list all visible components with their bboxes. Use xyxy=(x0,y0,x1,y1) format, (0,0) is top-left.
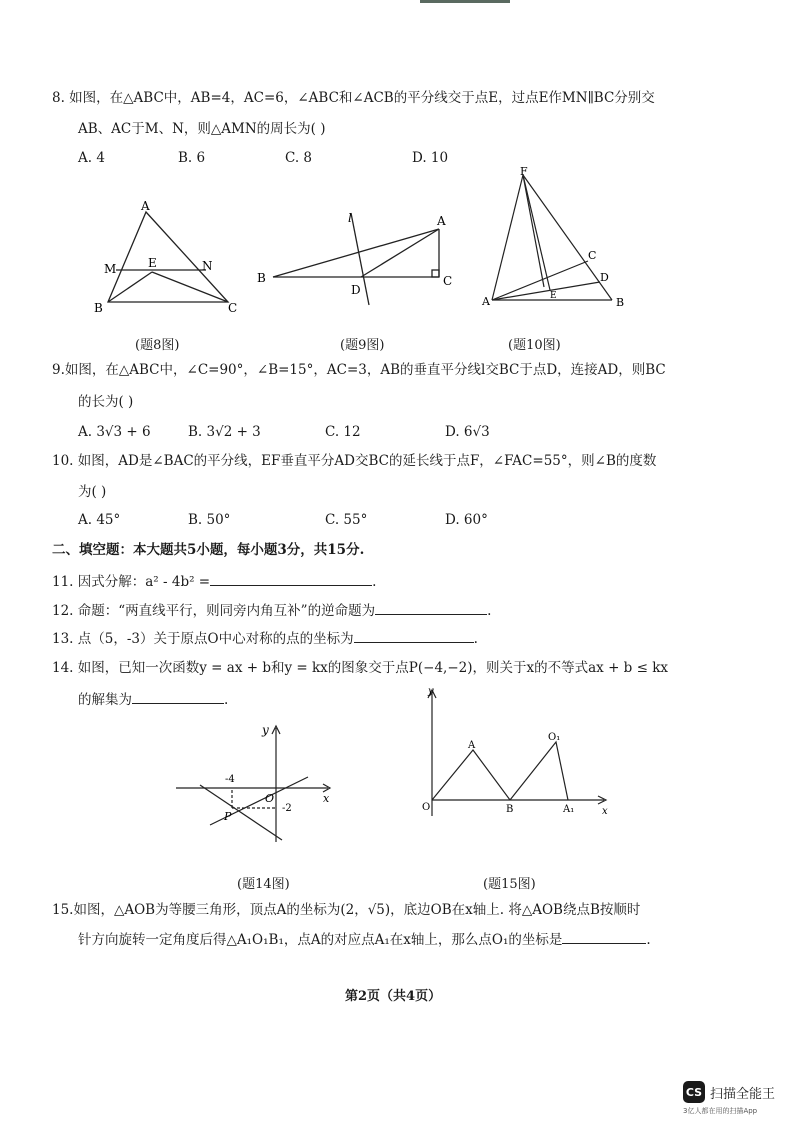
fig14-label-neg4: -4 xyxy=(225,774,235,785)
page-number: 第2页（共4页） xyxy=(345,989,442,1004)
q10-option-b: B. 50° xyxy=(188,512,231,528)
fig10-label-a: A xyxy=(482,295,490,308)
fig9-label-b: B xyxy=(257,271,266,285)
fig8-label-b: B xyxy=(94,301,103,315)
fig15-label-y: y xyxy=(428,686,434,697)
fig15-caption: (题15图) xyxy=(483,877,536,892)
fig9-label-c: C xyxy=(443,274,453,288)
q10-option-c: C. 55° xyxy=(325,512,368,528)
fig10-label-b: B xyxy=(616,296,625,309)
q8-option-d: D. 10 xyxy=(412,150,449,166)
q11-row xyxy=(52,576,376,590)
q10-option-a: A. 45° xyxy=(78,512,121,528)
q8-line1: 8. 如图，在△ABC中，AB=4，AC=6，∠ABC和∠ACB的平分线交于点E，过点E作MN∥BC分别交 xyxy=(52,90,655,106)
q12-text: 12. 命题：“两直线平行，则同旁内角互补”的逆命题为 xyxy=(52,603,376,619)
q8-option-c: C. 8 xyxy=(285,150,313,166)
camscanner-logo-icon: CS xyxy=(683,1081,705,1103)
fig15-label-o: O xyxy=(422,802,431,813)
q15-answer-blank[interactable] xyxy=(562,943,646,944)
scanner-app-name: 扫描全能王 xyxy=(710,1086,776,1102)
q9-option-d: D. 6√3 xyxy=(445,424,490,440)
q15-end: . xyxy=(646,932,651,948)
q9-option-c: C. 12 xyxy=(325,424,361,440)
figure-10 xyxy=(478,165,628,310)
fig14-label-neg2: -2 xyxy=(282,803,292,814)
scan-edge-mark xyxy=(420,0,510,3)
fig10-caption: (题10图) xyxy=(508,338,561,353)
q12-end: . xyxy=(487,603,492,619)
q9-line1: 9.如图，在△ABC中，∠C=90°，∠B=15°，AC=3，AB的垂直平分线l交BC于点D，连接AD，则BC xyxy=(52,362,666,378)
q8-line2: AB、AC于M、N，则△AMN的周长为( ) xyxy=(78,121,326,137)
q9-option-b: B. 3√2 + 3 xyxy=(188,424,261,440)
fig15-label-a: A xyxy=(468,740,476,751)
fig14-label-x: x xyxy=(323,792,330,805)
q15-line2: 针方向旋转一定角度后得△A₁O₁B₁，点A的对应点A₁在x轴上，那么点O₁的坐标是 xyxy=(78,932,563,948)
fig8-label-e: E xyxy=(148,256,157,270)
fig8-label-m: M xyxy=(104,262,117,276)
q13-answer-blank[interactable] xyxy=(354,642,474,643)
scanner-watermark xyxy=(683,1081,775,1103)
fig8-label-c: C xyxy=(228,301,238,315)
fig15-label-o1: O₁ xyxy=(548,732,561,743)
q9-line2: 的长为( ) xyxy=(78,394,134,410)
q13-row xyxy=(52,633,478,647)
fig8-label-n: N xyxy=(202,259,213,273)
q14-line2: 的解集为 xyxy=(78,692,132,708)
q11-answer-blank[interactable] xyxy=(210,585,372,586)
figure-15 xyxy=(418,684,613,824)
fig10-label-c: C xyxy=(588,249,597,262)
q14-answer-blank[interactable] xyxy=(132,703,224,704)
q14-line1: 14. 如图，已知一次函数y = ax + b和y = kx的图象交于点P(−4,−2)，则关于x的不等式ax + b ≤ kx xyxy=(52,660,669,676)
fig9-caption: (题9图) xyxy=(340,338,385,353)
figure-14 xyxy=(170,720,340,850)
fig15-label-x: x xyxy=(602,806,608,817)
q10-line2: 为( ) xyxy=(78,484,107,500)
fig14-caption: (题14图) xyxy=(237,877,290,892)
q14-row2 xyxy=(78,694,228,708)
fig14-label-y: y xyxy=(262,723,269,737)
q10-line1: 10. 如图，AD是∠BAC的平分线，EF垂直平分AD交BC的延长线于点F，∠FAC=55°，则∠B的度数 xyxy=(52,453,657,469)
q11-text: 11. 因式分解：a² - 4b² = xyxy=(52,574,211,590)
q15-row2 xyxy=(78,934,651,948)
fig9-label-d: D xyxy=(351,283,361,297)
fig10-label-e: E xyxy=(550,291,557,301)
q8-option-b: B. 6 xyxy=(178,150,206,166)
fig10-label-f: F xyxy=(520,165,528,178)
fig9-label-l: l xyxy=(348,211,352,225)
fig15-label-b: B xyxy=(506,804,514,815)
figure-9 xyxy=(255,205,465,310)
fig8-caption: (题8图) xyxy=(135,338,180,353)
q13-end: . xyxy=(473,631,478,647)
figure-8 xyxy=(88,198,248,318)
fig10-label-d: D xyxy=(600,271,609,284)
scanner-app-tagline: 3亿人都在用的扫描App xyxy=(683,1107,758,1115)
fig8-label-a: A xyxy=(141,199,150,213)
fig9-label-a: A xyxy=(437,214,446,228)
fig14-label-o: O xyxy=(265,792,275,805)
section2-title: 二、填空题：本大题共5小题，每小题3分，共15分. xyxy=(52,542,365,558)
q8-option-a: A. 4 xyxy=(78,150,105,166)
q9-option-a: A. 3√3 + 6 xyxy=(78,424,151,440)
fig15-label-a1: A₁ xyxy=(563,804,575,815)
q14-end: . xyxy=(224,692,229,708)
q10-option-d: D. 60° xyxy=(445,512,488,528)
q15-line1: 15.如图，△AOB为等腰三角形，顶点A的坐标为(2，√5)，底边OB在x轴上. 将△AOB绕点B按顺时 xyxy=(52,902,641,918)
q11-end: . xyxy=(372,574,377,590)
fig14-label-p: P xyxy=(224,810,232,823)
q12-row xyxy=(52,605,491,619)
q13-text: 13. 点（5，-3）关于原点O中心对称的点的坐标为 xyxy=(52,631,354,647)
q12-answer-blank[interactable] xyxy=(375,614,487,615)
